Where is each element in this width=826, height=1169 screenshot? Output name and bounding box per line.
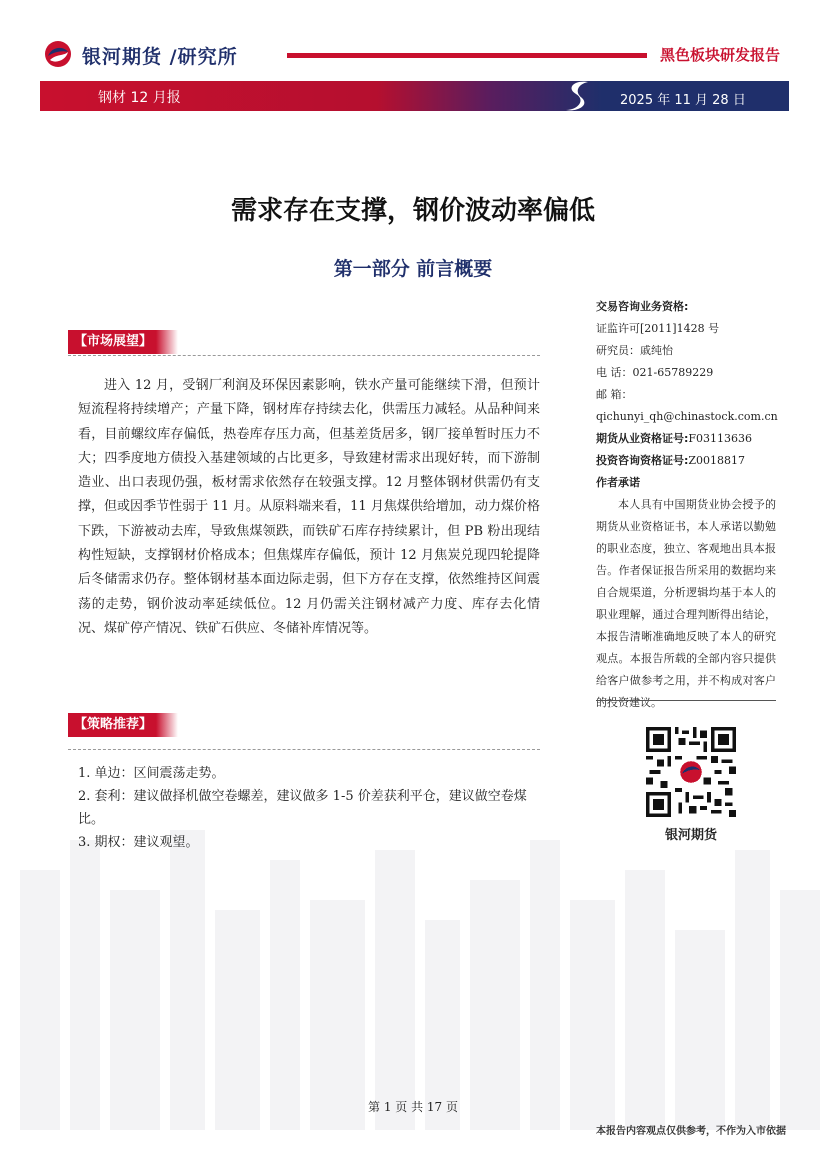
report-date: 2025 年 11 月 28 日 [620,93,746,108]
invest-row [596,450,776,472]
email-value[interactable]: qichunyi_qh@chinastock.com.cn [596,410,778,423]
email-label: 邮 箱： [596,388,633,401]
qualification-label: 交易咨询业务资格: [596,300,689,313]
logo-icon [40,40,76,68]
phone-label: 电 话： [596,366,633,379]
strategy-list [78,762,540,854]
analyst-info [596,296,776,714]
strategy-item: 2. 套利：建议做择机做空卷螺差，建议做多 1-5 价差获利平仓，建议做空卷煤比。 [78,789,527,827]
phone-row [596,362,776,384]
futures-row [596,428,776,450]
brand-title [82,42,238,69]
divider [596,700,776,701]
market-tag [68,330,178,354]
brand-dept: 研究所 [177,46,238,68]
brand-name: 银河期货 [82,46,163,68]
strategy-item: 1. 单边：区间震荡走势。 [78,766,225,781]
disclaimer: 本报告内容观点仅供参考，不作为入市依据 [596,1126,786,1137]
invest-value: Z0018817 [688,454,746,467]
invest-label: 投资咨询资格证号: [596,454,689,467]
brand-slash: / [169,46,178,68]
report-type: 黑色板块研发报告 [660,46,781,64]
market-tag-label: 【市场展望】 [68,330,178,354]
qr-label: 银河期货 [664,828,717,843]
page-title: 需求存在支撑，钢价波动率偏低 [230,196,595,226]
market-paragraph: 进入 12 月，受钢厂利润及环保因素影响，铁水产量可能继续下滑，但预计短流程将持续增产；产量下降，钢材库存持续去化，供需压力减轻。从品种间来看，目前螺纹库存偏低，热卷库存压力高，但基差货居多，钢厂接单暂时压力不大；四季度地方债投入基建领域的占比更多，导致建材需求出现好转，而下游制造业、出口表现仍强，板材需求依然存在较强支撑。12 月整体钢材供需仍有支撑，但或因季节性弱于 11 月。从原料端来看，11 月焦煤供给增加，动力煤价格下跌，下游被动去库，导致焦煤领跌，而铁矿石库存持续累计，但 PB 粉出现结构性短缺，支撑钢材价格成本；但焦煤库存偏低，预计 12 月焦炭兑现四轮提降后冬储需求仍存。整体钢材基本面边际走弱，但下方存在支撑，依然维持区间震荡的走势，钢价波动率延续低位。12 月仍需关注钢材减产力度、库存去化情况、煤矿停产情况、铁矿石供应、冬储补库情况等。 [78,378,540,636]
researcher-name: 研究员：戚纯怡 [596,344,673,357]
futures-value: F03113636 [688,432,753,445]
phone-value: 021-65789229 [632,366,714,379]
page-number: 第 1 页 共 17 页 [368,1100,458,1114]
commitment-label: 作者承诺 [596,476,640,489]
strategy-item: 3. 期权：建议观望。 [78,835,199,850]
email-row [596,384,776,406]
section-heading: 第一部分 前言概要 [333,258,493,280]
qualification-value: 证监许可[2011]1428 号 [596,322,720,335]
qr-code-icon[interactable] [646,727,736,817]
building-watermark [0,830,826,1130]
s-swoosh-icon [560,78,600,114]
header-rule [287,53,647,58]
commitment-text: 本人具有中国期货业协会授予的期货从业资格证书，本人承诺以勤勉的职业态度，独立、客观地出具本报告。作者保证报告所采用的数据均来自合规渠道，分析逻辑均基于本人的职业理解，通过合理判断得出结论，本报告清晰准确地反映了本人的研究观点。本报告所载的全部内容只提供给客户做参考之用，并不构成对客户的投资建议。 [596,498,776,709]
strategy-tag-label: 【策略推荐】 [68,713,178,737]
divider [68,749,540,751]
futures-label: 期货从业资格证号: [596,432,689,445]
strategy-tag [68,713,178,737]
divider [68,355,540,357]
market-outlook-text [78,374,540,641]
report-period: 钢材 12 月报 [98,90,181,106]
